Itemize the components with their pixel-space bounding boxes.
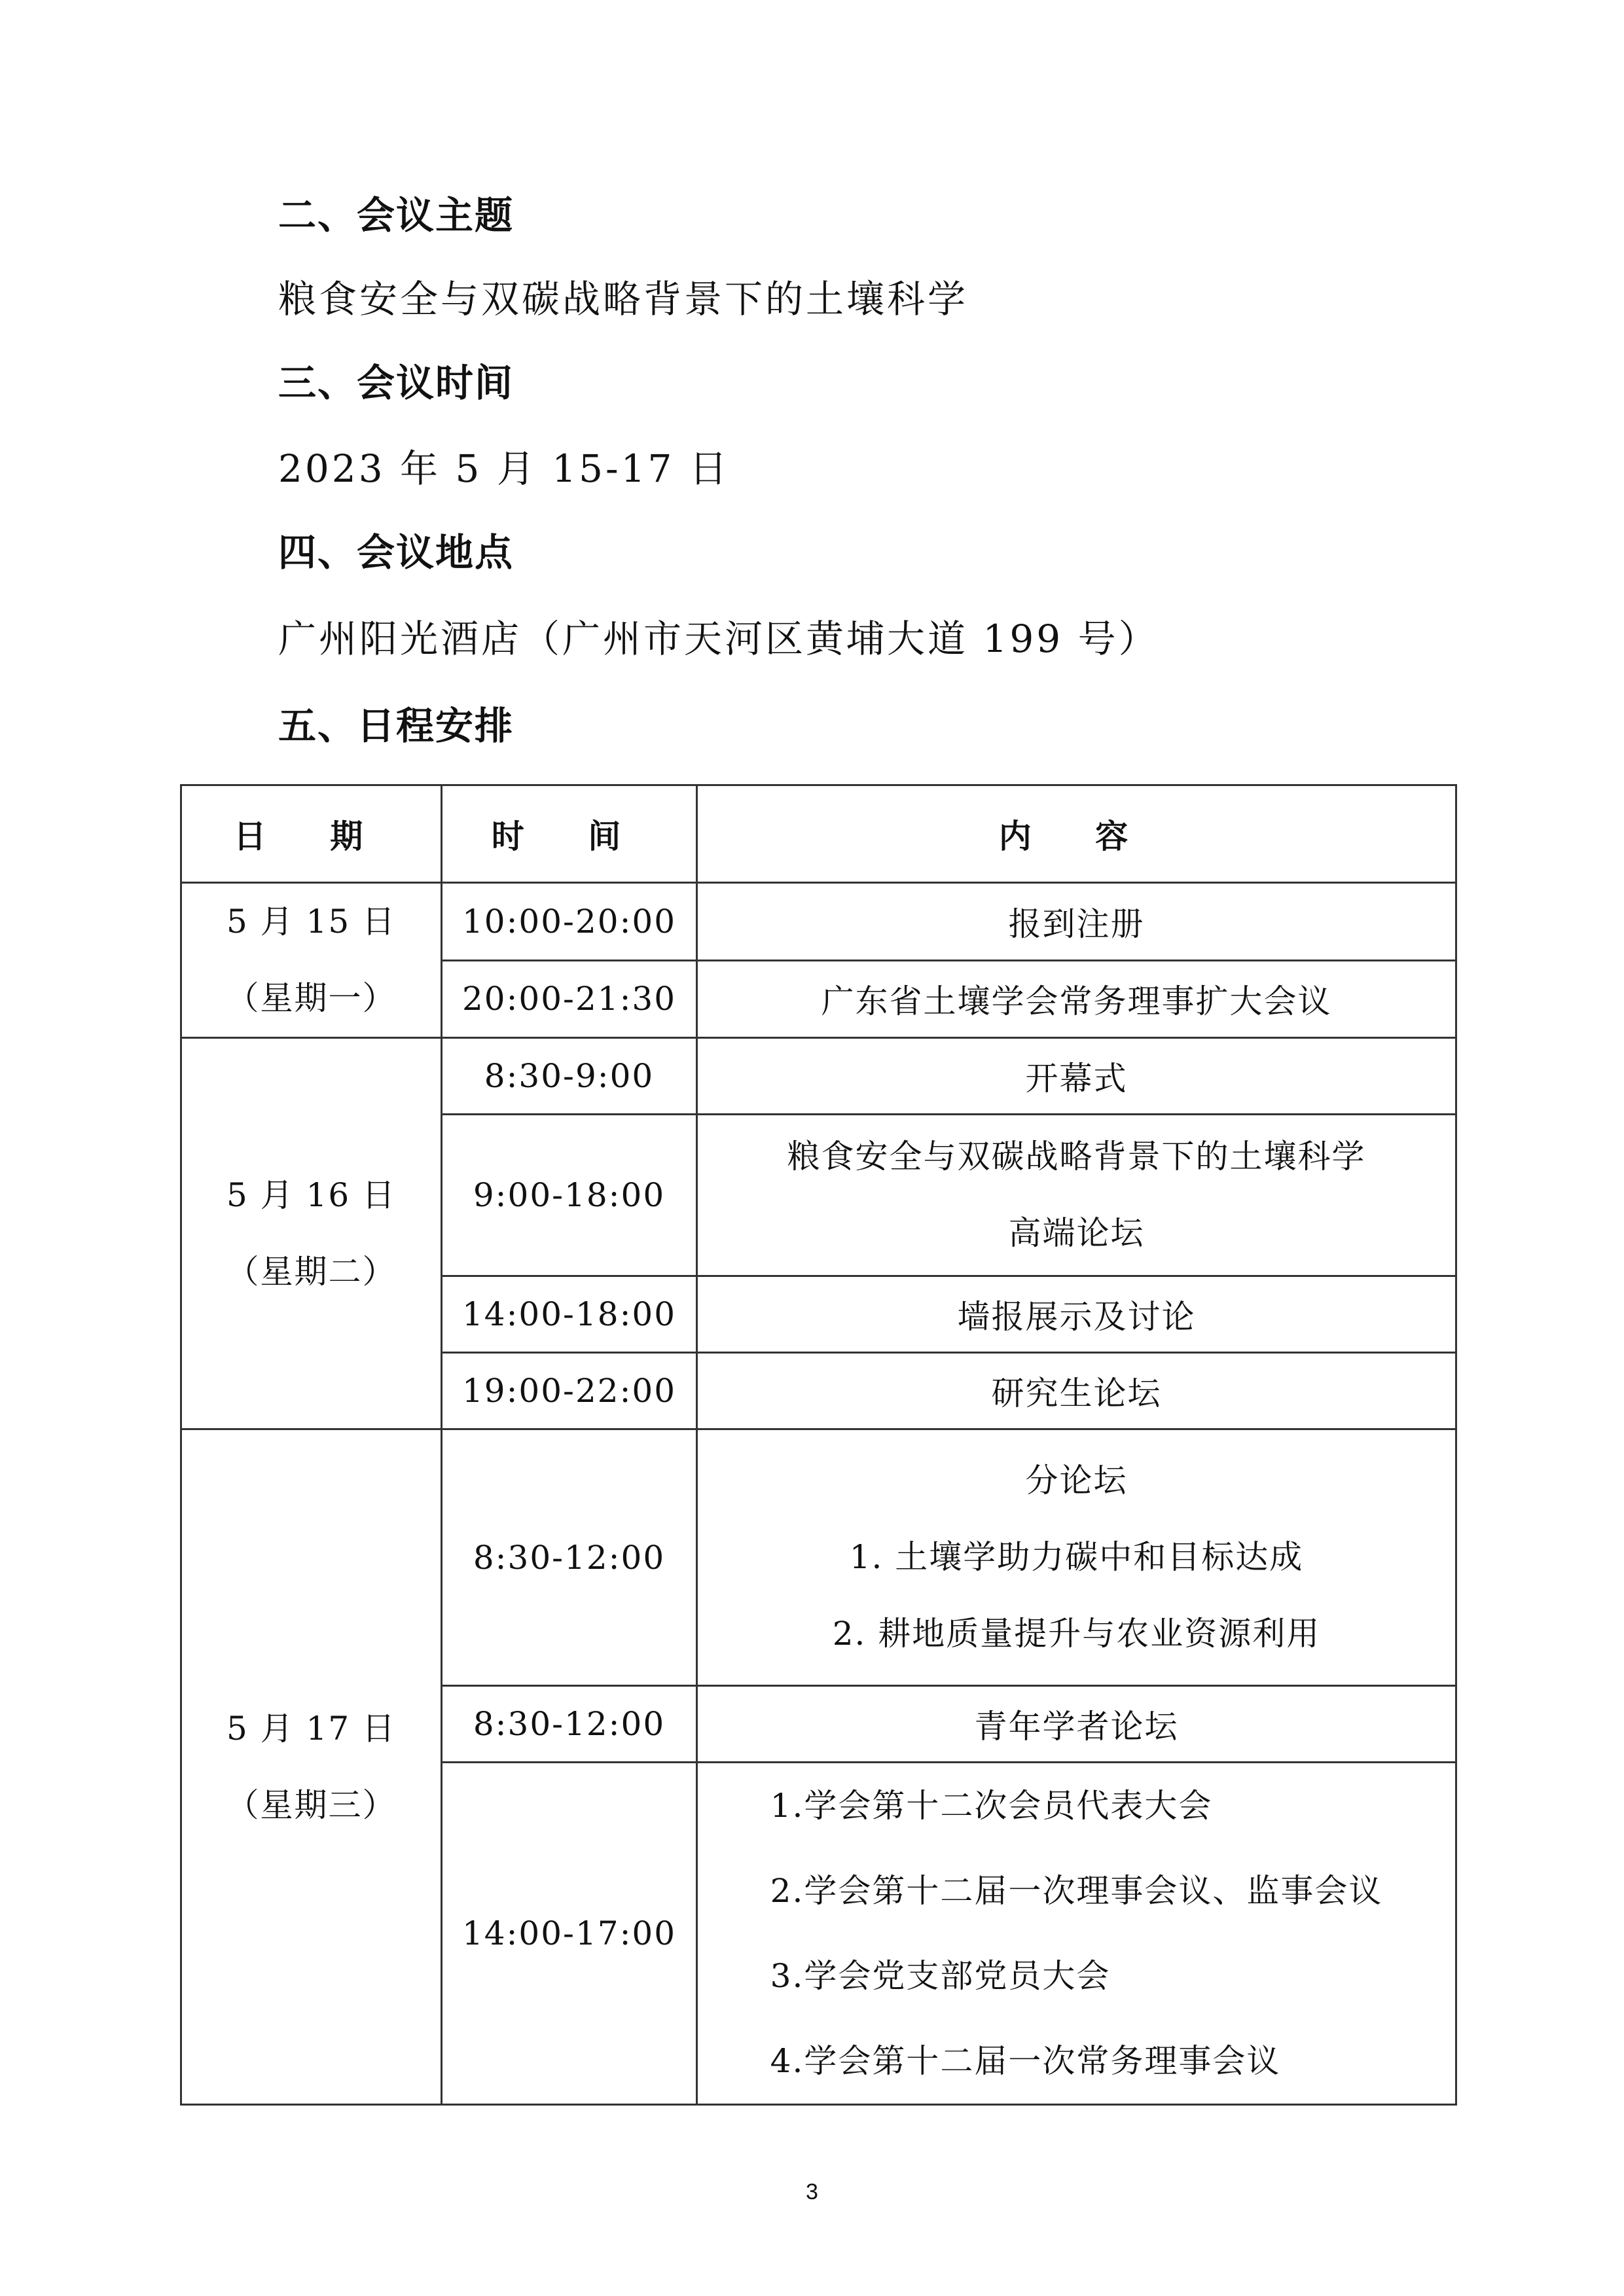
schedule-table bbox=[180, 784, 1457, 2106]
content-line: 3.学会党支部党员大会 bbox=[770, 1957, 1111, 1995]
weekday-text: （星期三） bbox=[226, 1785, 397, 1824]
time-cell: 8:30-9:00 bbox=[442, 1038, 697, 1115]
content-line: 2.学会第十二届一次理事会议、监事会议 bbox=[770, 1872, 1383, 1910]
content-line: 粮食安全与双碳战略背景下的土壤科学 bbox=[787, 1138, 1366, 1175]
header-date: 日 期 bbox=[181, 785, 442, 883]
theme-text: 粮食安全与双碳战略背景下的土壤科学 bbox=[278, 277, 969, 321]
date-text: 5 月 17 日 bbox=[226, 1709, 397, 1748]
time-cell: 8:30-12:00 bbox=[442, 1429, 697, 1686]
time-cell: 9:00-18:00 bbox=[442, 1115, 697, 1276]
content-cell bbox=[697, 1763, 1456, 2105]
time-cell: 14:00-18:00 bbox=[442, 1276, 697, 1353]
date-cell bbox=[181, 883, 442, 1038]
content-line: 2. 耕地质量提升与农业资源利用 bbox=[832, 1615, 1321, 1653]
section-heading-location: 四、会议地点 bbox=[278, 530, 514, 575]
content-cell: 报到注册 bbox=[697, 883, 1456, 961]
time-cell: 8:30-12:00 bbox=[442, 1686, 697, 1763]
content-list bbox=[770, 1763, 1383, 2104]
date-cell bbox=[181, 1038, 442, 1429]
content-cell: 青年学者论坛 bbox=[697, 1686, 1456, 1763]
time-cell: 20:00-21:30 bbox=[442, 960, 697, 1038]
section-heading-theme: 二、会议主题 bbox=[278, 193, 514, 238]
weekday-text: （星期一） bbox=[226, 979, 397, 1017]
date-text: 5 月 16 日 bbox=[226, 1175, 397, 1214]
content-cell bbox=[697, 1429, 1456, 1686]
location-text: 广州阳光酒店（广州市天河区黄埔大道 199 号） bbox=[278, 617, 1159, 661]
date-text: 5 月 15 日 bbox=[226, 903, 397, 941]
table-header-row bbox=[181, 785, 1456, 883]
content-cell bbox=[697, 1115, 1456, 1276]
content-cell: 墙报展示及讨论 bbox=[697, 1276, 1456, 1353]
content-line: 1. 土壤学助力碳中和目标达成 bbox=[849, 1538, 1304, 1576]
content-line: 4.学会第十二届一次常务理事会议 bbox=[770, 2042, 1281, 2080]
content-line: 1.学会第十二次会员代表大会 bbox=[770, 1787, 1213, 1825]
time-text: 2023 年 5 月 15-17 日 bbox=[278, 446, 730, 491]
date-cell bbox=[181, 1429, 442, 2105]
content-line: 高端论坛 bbox=[1008, 1214, 1145, 1252]
table-row bbox=[181, 1429, 1456, 1686]
page-number: 3 bbox=[806, 2179, 818, 2204]
table-row bbox=[181, 1038, 1456, 1115]
section-heading-time: 三、会议时间 bbox=[278, 361, 514, 405]
content-cell: 研究生论坛 bbox=[697, 1353, 1456, 1429]
content-cell: 广东省土壤学会常务理事扩大会议 bbox=[697, 960, 1456, 1038]
content-cell: 开幕式 bbox=[697, 1038, 1456, 1115]
header-time: 时 间 bbox=[442, 785, 697, 883]
content-line: 分论坛 bbox=[1025, 1462, 1128, 1499]
header-content: 内 容 bbox=[697, 785, 1456, 883]
time-cell: 10:00-20:00 bbox=[442, 883, 697, 961]
time-cell: 19:00-22:00 bbox=[442, 1353, 697, 1429]
section-heading-schedule: 五、日程安排 bbox=[278, 704, 514, 748]
table-row bbox=[181, 883, 1456, 961]
time-cell: 14:00-17:00 bbox=[442, 1763, 697, 2105]
weekday-text: （星期二） bbox=[226, 1252, 397, 1291]
